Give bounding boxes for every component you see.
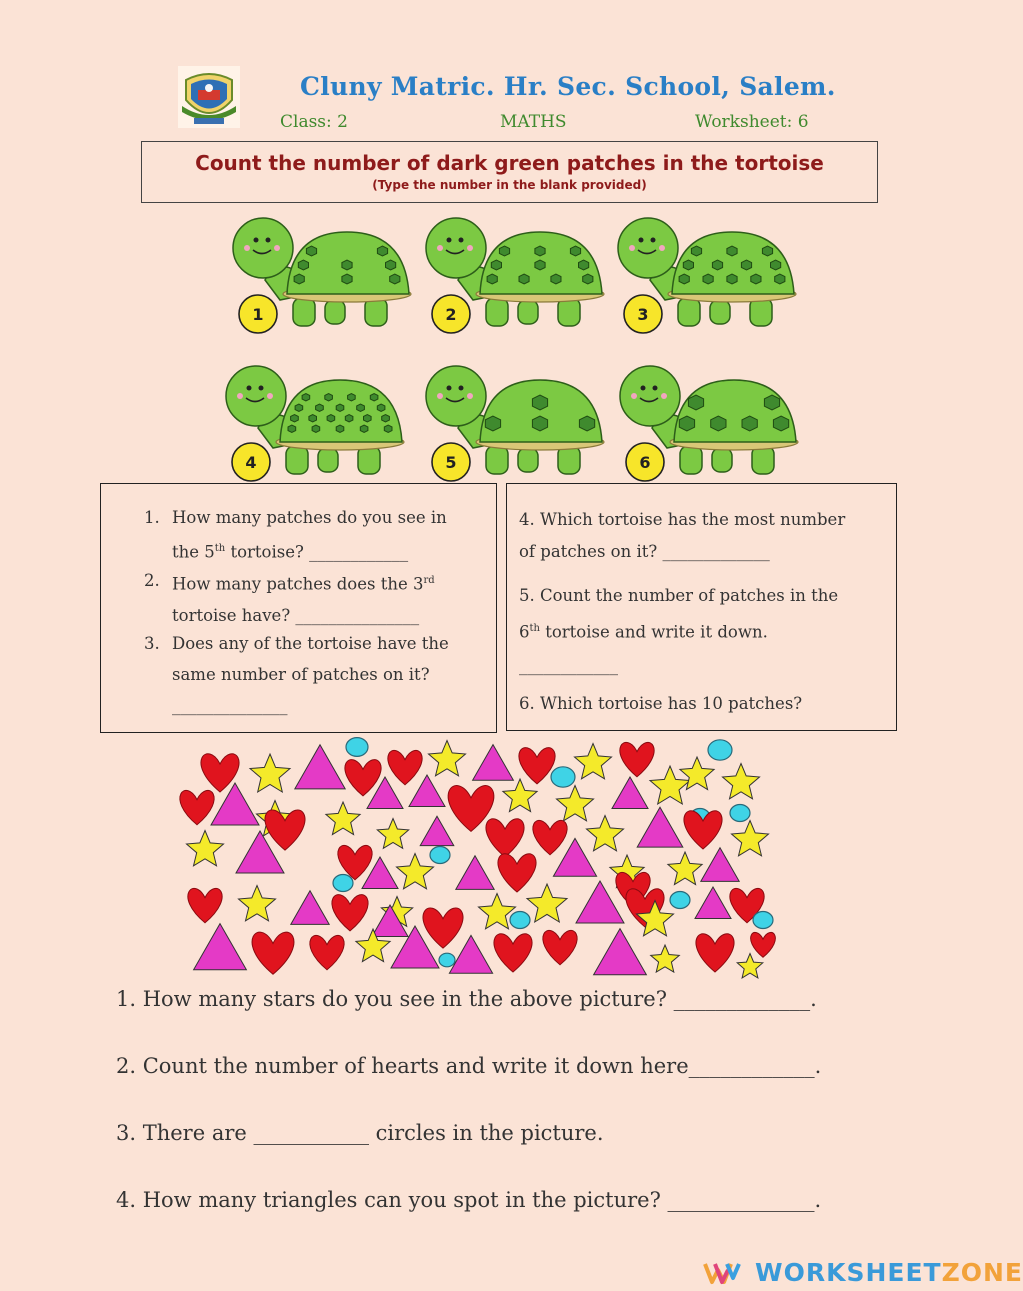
heart-shape bbox=[345, 760, 381, 796]
star-shape bbox=[429, 741, 466, 776]
question-3: 3. Does any of the tortoise have the same number of patches on it? ______________ bbox=[144, 634, 449, 715]
question-1: 1. How many patches do you see in the 5th tortoise? ____________ bbox=[144, 508, 447, 562]
star-shape bbox=[575, 744, 612, 779]
worksheetzone-brand: WORKSHEETZONE bbox=[755, 1258, 1023, 1287]
worksheet-label: Worksheet: 6 bbox=[695, 112, 809, 132]
tortoise-number: 5 bbox=[445, 453, 457, 472]
bottom-question-1: 1. How many stars do you see in the above picture? _____________. bbox=[116, 987, 817, 1011]
star-shape bbox=[239, 886, 276, 921]
star-shape bbox=[326, 802, 360, 835]
heart-shape bbox=[494, 934, 532, 972]
triangle-shape bbox=[701, 848, 739, 882]
triangle-shape bbox=[594, 929, 647, 975]
circle-shape bbox=[753, 912, 773, 929]
heart-shape bbox=[188, 888, 222, 922]
heart-shape bbox=[543, 930, 577, 964]
star-shape bbox=[732, 821, 769, 856]
question-5: 5. Count the number of patches in the 6th tortoise and write it down. ____________ bbox=[519, 586, 839, 675]
question-4: 4. Which tortoise has the most number of patches on it? _____________ bbox=[519, 510, 846, 561]
star-shape bbox=[479, 894, 516, 929]
triangle-shape bbox=[295, 745, 345, 789]
triangle-shape bbox=[473, 745, 514, 781]
heart-shape bbox=[310, 935, 344, 969]
tortoise-1 bbox=[225, 210, 415, 340]
star-shape bbox=[587, 816, 624, 851]
circle-shape bbox=[439, 953, 455, 967]
instruction-subtitle: (Type the number in the blank provided) bbox=[372, 178, 647, 192]
star-shape bbox=[377, 819, 408, 849]
triangle-shape bbox=[456, 856, 494, 890]
w-logo-icon bbox=[703, 1260, 741, 1286]
heart-shape bbox=[332, 895, 368, 931]
star-shape bbox=[527, 884, 567, 922]
star-shape bbox=[397, 854, 434, 889]
star-shape bbox=[250, 754, 290, 792]
star-shape bbox=[737, 954, 763, 978]
instruction-title: Count the number of dark green patches in the tortoise bbox=[195, 151, 824, 175]
star-shape bbox=[651, 945, 680, 972]
star-shape bbox=[187, 831, 224, 866]
bottom-question-3: 3. There are ___________ circles in the picture. bbox=[116, 1121, 604, 1145]
heart-shape bbox=[486, 819, 524, 857]
star-shape bbox=[723, 764, 760, 799]
star-shape bbox=[668, 852, 702, 885]
heart-shape bbox=[180, 790, 214, 824]
heart-shape bbox=[423, 908, 463, 948]
tortoise-3 bbox=[610, 210, 800, 340]
triangle-shape bbox=[695, 887, 731, 919]
triangle-shape bbox=[420, 816, 454, 845]
tortoise-number: 1 bbox=[252, 305, 264, 324]
triangle-shape bbox=[637, 807, 683, 847]
tortoise-6 bbox=[612, 358, 802, 488]
tortoise-5 bbox=[418, 358, 608, 488]
heart-shape bbox=[388, 750, 422, 784]
heart-shape bbox=[519, 748, 555, 784]
tortoise-4 bbox=[218, 358, 408, 488]
triangle-shape bbox=[291, 891, 329, 925]
tortoise-number: 6 bbox=[639, 453, 651, 472]
question-box-right bbox=[506, 483, 897, 731]
circle-shape bbox=[510, 912, 530, 929]
question-box-left bbox=[100, 483, 497, 733]
class-label: Class: 2 bbox=[280, 112, 348, 132]
triangle-shape bbox=[449, 935, 492, 973]
school-name: Cluny Matric. Hr. Sec. School, Salem. bbox=[300, 72, 836, 101]
heart-shape bbox=[696, 934, 734, 972]
heart-shape bbox=[620, 742, 654, 776]
bottom-question-2: 2. Count the number of hearts and write it down here____________. bbox=[116, 1054, 822, 1078]
tortoise-number: 3 bbox=[637, 305, 649, 324]
heart-shape bbox=[498, 854, 536, 892]
tortoise-number: 4 bbox=[245, 453, 257, 472]
circle-shape bbox=[346, 738, 368, 757]
worksheetzone-watermark bbox=[703, 1258, 1023, 1288]
question-2: 2. How many patches does the 3rd tortoise have? _______________ bbox=[144, 571, 435, 625]
question-6: 6. Which tortoise has 10 patches? bbox=[519, 694, 803, 713]
star-shape bbox=[557, 786, 594, 821]
circle-shape bbox=[708, 740, 732, 760]
triangle-shape bbox=[194, 924, 247, 970]
instruction-box bbox=[141, 141, 878, 203]
heart-shape bbox=[751, 932, 776, 957]
bottom-question-4: 4. How many triangles can you spot in the picture? ______________. bbox=[116, 1188, 822, 1212]
circle-shape bbox=[430, 847, 450, 864]
heart-shape bbox=[252, 932, 294, 974]
tortoise-2 bbox=[418, 210, 608, 340]
circle-shape bbox=[730, 805, 750, 822]
circle-shape bbox=[551, 767, 575, 787]
school-crest-icon bbox=[178, 66, 240, 128]
triangle-shape bbox=[409, 775, 445, 807]
tortoise-number: 2 bbox=[445, 305, 457, 324]
heart-shape bbox=[533, 820, 567, 854]
circle-shape bbox=[333, 875, 353, 892]
circle-shape bbox=[670, 892, 690, 909]
subject-label: MATHS bbox=[500, 112, 567, 132]
star-shape bbox=[503, 779, 537, 812]
triangle-shape bbox=[612, 777, 648, 809]
shapes-picture bbox=[175, 735, 785, 985]
